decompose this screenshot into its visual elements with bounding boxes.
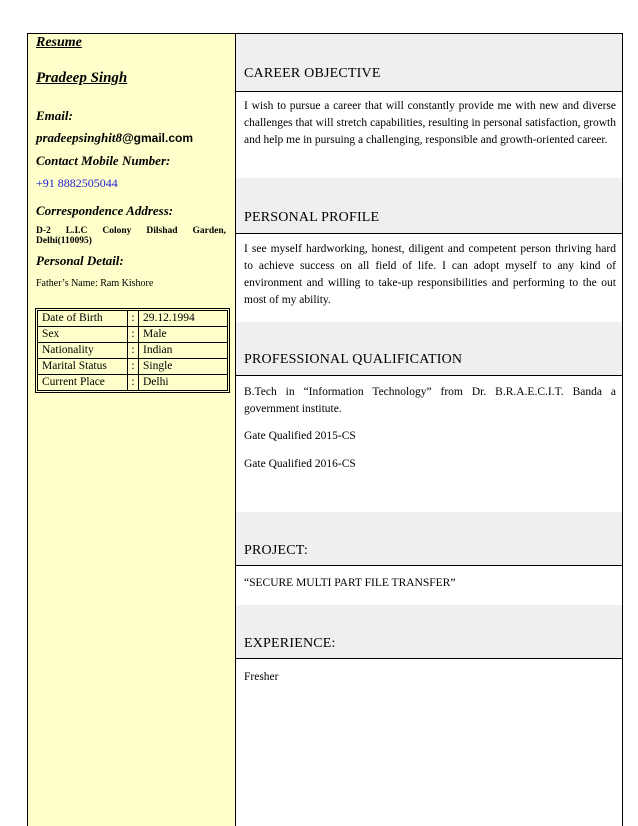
project-text: “SECURE MULTI PART FILE TRANSFER” xyxy=(244,577,456,589)
detail-value: Male xyxy=(139,327,228,343)
detail-label: Marital Status xyxy=(38,359,128,375)
detail-separator: : xyxy=(128,311,139,327)
table-row xyxy=(38,327,228,343)
profile-heading: PERSONAL PROFILE xyxy=(244,210,380,225)
qualification-heading: PROFESSIONAL QUALIFICATION xyxy=(244,352,463,367)
detail-label: Sex xyxy=(38,327,128,343)
mobile-number: +91 8882505044 xyxy=(36,176,118,190)
detail-value: 29.12.1994 xyxy=(139,311,228,327)
email-label: Email: xyxy=(36,108,73,123)
resume-label: Resume xyxy=(36,35,82,50)
profile-text: I see myself hardworking, honest, diligent and competent person thriving hard to achieve success on all field of life. I can adopt myself to any kind of environment and willing to take-up responsibilities and performing to the out most of my ability. xyxy=(244,243,616,306)
experience-text: Fresher xyxy=(244,671,279,683)
address-label: Correspondence Address: xyxy=(36,203,174,218)
personal-details-table xyxy=(37,310,228,391)
table-row xyxy=(38,311,228,327)
section-divider xyxy=(236,658,622,659)
career-heading: CAREER OBJECTIVE xyxy=(244,66,381,81)
detail-value: Single xyxy=(139,359,228,375)
personal-detail-label: Personal Detail: xyxy=(36,253,124,268)
section-divider xyxy=(236,91,622,92)
project-heading: PROJECT: xyxy=(244,543,308,558)
detail-separator: : xyxy=(128,343,139,359)
email-value xyxy=(36,130,193,146)
mobile-label: Contact Mobile Number: xyxy=(36,153,171,168)
email-user: pradeepsinghit8 xyxy=(36,130,122,145)
gate-2015: Gate Qualified 2015-CS xyxy=(244,430,356,442)
section-divider xyxy=(236,565,622,566)
gate-2016: Gate Qualified 2016-CS xyxy=(244,458,356,470)
detail-separator: : xyxy=(128,327,139,343)
section-divider xyxy=(236,375,622,376)
father-name: Father’s Name: Ram Kishore xyxy=(36,278,154,289)
table-row xyxy=(38,343,228,359)
qualification-text: B.Tech in “Information Technology” from Dr. B.R.A.E.C.I.T. Banda a government institute. xyxy=(244,386,616,415)
detail-label: Nationality xyxy=(38,343,128,359)
detail-separator: : xyxy=(128,359,139,375)
candidate-name: Pradeep Singh xyxy=(36,70,128,86)
table-row xyxy=(38,359,228,375)
sidebar xyxy=(28,34,236,826)
detail-label: Date of Birth xyxy=(38,311,128,327)
address-line-2: Delhi(110095) xyxy=(36,236,92,246)
section-divider xyxy=(236,233,622,234)
resume-page xyxy=(27,33,623,826)
main-content xyxy=(236,34,622,826)
email-domain: @gmail.com xyxy=(121,131,194,145)
detail-label: Current Place xyxy=(38,375,128,391)
detail-value: Delhi xyxy=(139,375,228,391)
section-band-career xyxy=(236,34,622,91)
experience-heading: EXPERIENCE: xyxy=(244,636,336,651)
career-text: I wish to pursue a career that will constantly provide me with new and diverse challenges that will stretch capabilities, resulting in personal satisfaction, growth and help me in pursuing a challenging, responsible and growth-oriented career. xyxy=(244,100,616,146)
table-row xyxy=(38,375,228,391)
detail-separator: : xyxy=(128,375,139,391)
detail-value: Indian xyxy=(139,343,228,359)
address-line-1: D-2 L.I.C Colony Dilshad Garden, xyxy=(36,226,226,236)
